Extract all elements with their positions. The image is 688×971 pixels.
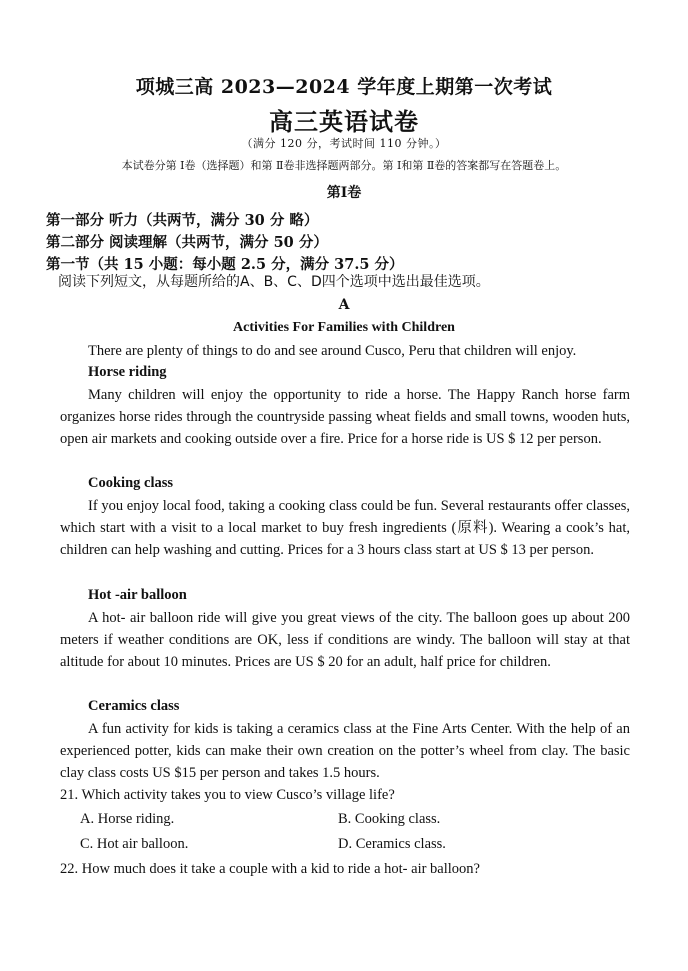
exam-note: 本试卷分第 Ⅰ卷（选择题）和第 Ⅱ卷非选择题两部分。第 Ⅰ和第 Ⅱ卷的答案都写在答题卷上。 (121, 159, 567, 172)
intro-text: There are plenty of things to do and see around Cusco, Peru that children will enjoy. (88, 343, 577, 359)
exam-title: 项城三高 2023—2024 学年度上期第一次考试 (135, 76, 553, 98)
balloon-paragraph (60, 607, 630, 673)
passage-intro (60, 340, 630, 362)
exam-meta: （满分 120 分，考试时间 110 分钟。） (241, 137, 447, 150)
question-21: 21. Which activity takes you to view Cusco’s village life? (60, 787, 395, 803)
exam-subject-title: 高三英语试卷 (269, 107, 419, 136)
balloon-heading: Hot -air balloon (88, 587, 187, 603)
cooking-text: If you enjoy local food, taking a cooking class could be fun. Several restaurants offer classes, which start with a visit to a local market to buy fresh ingredients (原料). Wearing a cook’s hat, children can help washing and cutting. Prices for a 3 hours class start at US $ 13 per person. (60, 498, 630, 558)
cooking-heading: Cooking class (88, 475, 174, 491)
q21-option-a[interactable]: A. Horse riding. (80, 811, 175, 827)
q21-option-d[interactable]: D. Ceramics class. (338, 836, 446, 852)
instruction-text: 阅读下列短文，从每题所给的A、B、C、D四个选项中选出最佳选项。 (58, 274, 490, 290)
section-part2: 第二部分 阅读理解（共两节，满分 50 分） (46, 234, 328, 251)
horse-text: Many children will enjoy the opportunity to ride a horse. The Happy Ranch horse farm organizes horse rides through the countryside passing wheat fields and small towns, wooden huts, open air markets and cooking outside over a fire. Price for a horse ride is US $ 12 per person. (60, 387, 630, 447)
balloon-text: A hot- air balloon ride will give you great views of the city. The balloon goes up about 200 meters if weather conditions are OK, less if conditions are windy. The balloon will stay at that altitude for about 10 minutes. Prices are US $ 20 for an adult, half price for children. (60, 610, 630, 670)
section-jie1: 第一节（共 15 小题：每小题 2.5 分，满分 37.5 分） (46, 256, 404, 273)
section-part1: 第一部分 听力（共两节，满分 30 分 略） (46, 212, 319, 229)
ceramics-paragraph (60, 718, 630, 784)
question-22: 22. How much does it take a couple with a kid to ride a hot- air balloon? (60, 861, 480, 877)
ceramics-text: A fun activity for kids is taking a ceramics class at the Fine Arts Center. With the help of an experienced potter, kids can make their own creation on the potter’s wheel from clay. The basic clay class costs US $15 per person and takes 1.5 hours. (60, 721, 630, 781)
passage-letter: A (338, 297, 350, 313)
cooking-paragraph (60, 495, 630, 561)
volume-heading: 第Ⅰ卷 (326, 185, 362, 201)
q21-option-b[interactable]: B. Cooking class. (338, 811, 441, 827)
horse-heading: Horse riding (88, 364, 167, 380)
passage-title: Activities For Families with Children (233, 320, 455, 335)
horse-paragraph (60, 384, 630, 450)
ceramics-heading: Ceramics class (88, 698, 180, 714)
q21-option-c[interactable]: C. Hot air balloon. (80, 836, 189, 852)
